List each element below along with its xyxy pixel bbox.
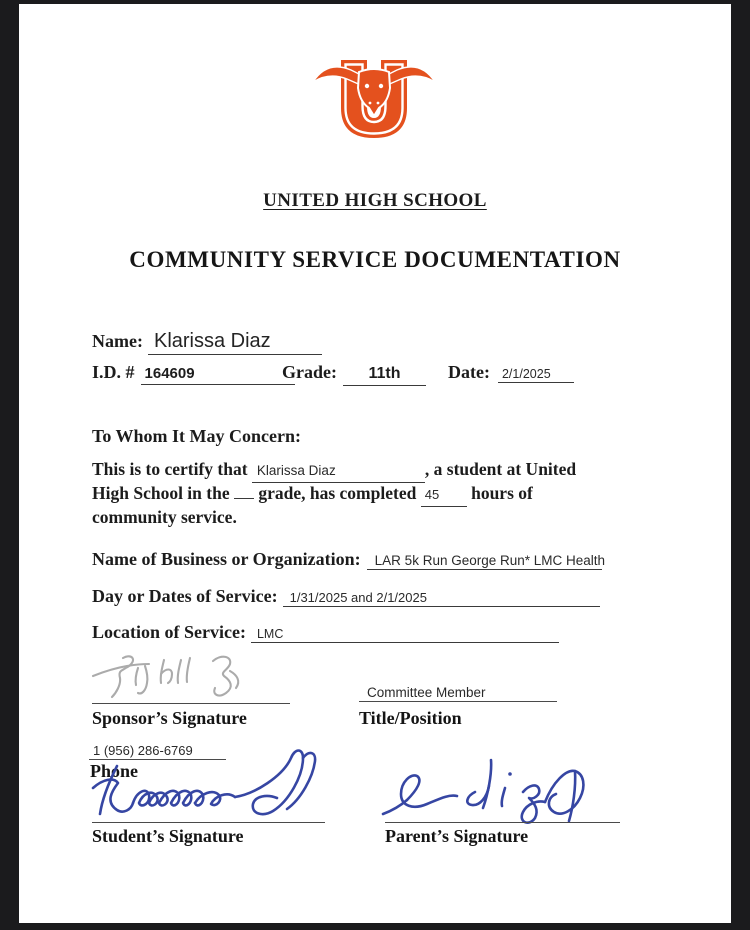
certify-name-field: Klarissa Diaz (252, 461, 425, 483)
student-signature-image (87, 746, 342, 826)
phone-label: Phone (90, 761, 139, 781)
grade-blank-field (234, 498, 254, 499)
organization-row (92, 549, 606, 570)
school-title: UNITED HIGH SCHOOL (263, 190, 487, 211)
student-signature-line (92, 822, 325, 823)
id-field: 164609 (141, 365, 295, 385)
organization-field: LAR 5k Run George Run* LMC Health (367, 553, 602, 570)
school-logo (311, 48, 437, 146)
phone-field: 1 (956) 286-6769 (89, 743, 226, 760)
dates-field: 1/31/2025 and 2/1/2025 (283, 590, 600, 607)
date-label: Date: (448, 362, 490, 382)
student-signature-label: Student’s Signature (92, 826, 244, 846)
certify-line-2 (92, 483, 576, 507)
sponsor-signature-line (92, 703, 290, 704)
certify-seg4: grade, has completed (258, 483, 417, 503)
certify-seg5: hours of (471, 483, 533, 503)
grade-field: 11th (343, 365, 426, 386)
grade-label: Grade: (282, 362, 337, 382)
school-title-wrap (19, 190, 731, 212)
sponsor-signature-label: Sponsor’s Signature (92, 708, 247, 728)
document-title: COMMUNITY SERVICE DOCUMENTATION (129, 247, 621, 272)
name-row (92, 330, 322, 355)
location-row (92, 622, 559, 643)
certify-seg2: , a student at United (424, 459, 577, 479)
title-position-label: Title/Position (359, 708, 462, 728)
document-page (19, 4, 731, 923)
certify-seg1: This is to certify that (92, 459, 248, 479)
dates-row (92, 586, 600, 607)
sponsor-signature-image (85, 648, 260, 702)
certify-seg3: High School in the (92, 483, 230, 503)
parent-signature-image (379, 752, 634, 826)
location-field: LMC (251, 627, 559, 643)
title-position-row (359, 684, 557, 702)
salutation: To Whom It May Concern: (92, 426, 302, 446)
certify-paragraph (92, 459, 576, 527)
certify-seg6: community service. (92, 507, 237, 527)
certify-line-1 (92, 459, 576, 483)
parent-signature-line (385, 822, 620, 823)
organization-label: Name of Business or Organization: (92, 549, 361, 569)
parent-signature-label: Parent’s Signature (385, 826, 529, 846)
dates-label: Day or Dates of Service: (92, 586, 278, 606)
location-label: Location of Service: (92, 622, 246, 642)
doc-title-wrap (19, 247, 731, 273)
id-label: I.D. # (92, 362, 135, 382)
name-label: Name: (92, 331, 143, 351)
name-field: Klarissa Diaz (148, 330, 322, 355)
hours-field: 45 (421, 485, 467, 507)
id-grade-date-row (92, 362, 652, 390)
date-field: 2/1/2025 (498, 367, 574, 383)
longhorn-u-icon (311, 48, 437, 146)
certify-line-3 (92, 507, 576, 527)
title-position-field: Committee Member (359, 685, 557, 702)
